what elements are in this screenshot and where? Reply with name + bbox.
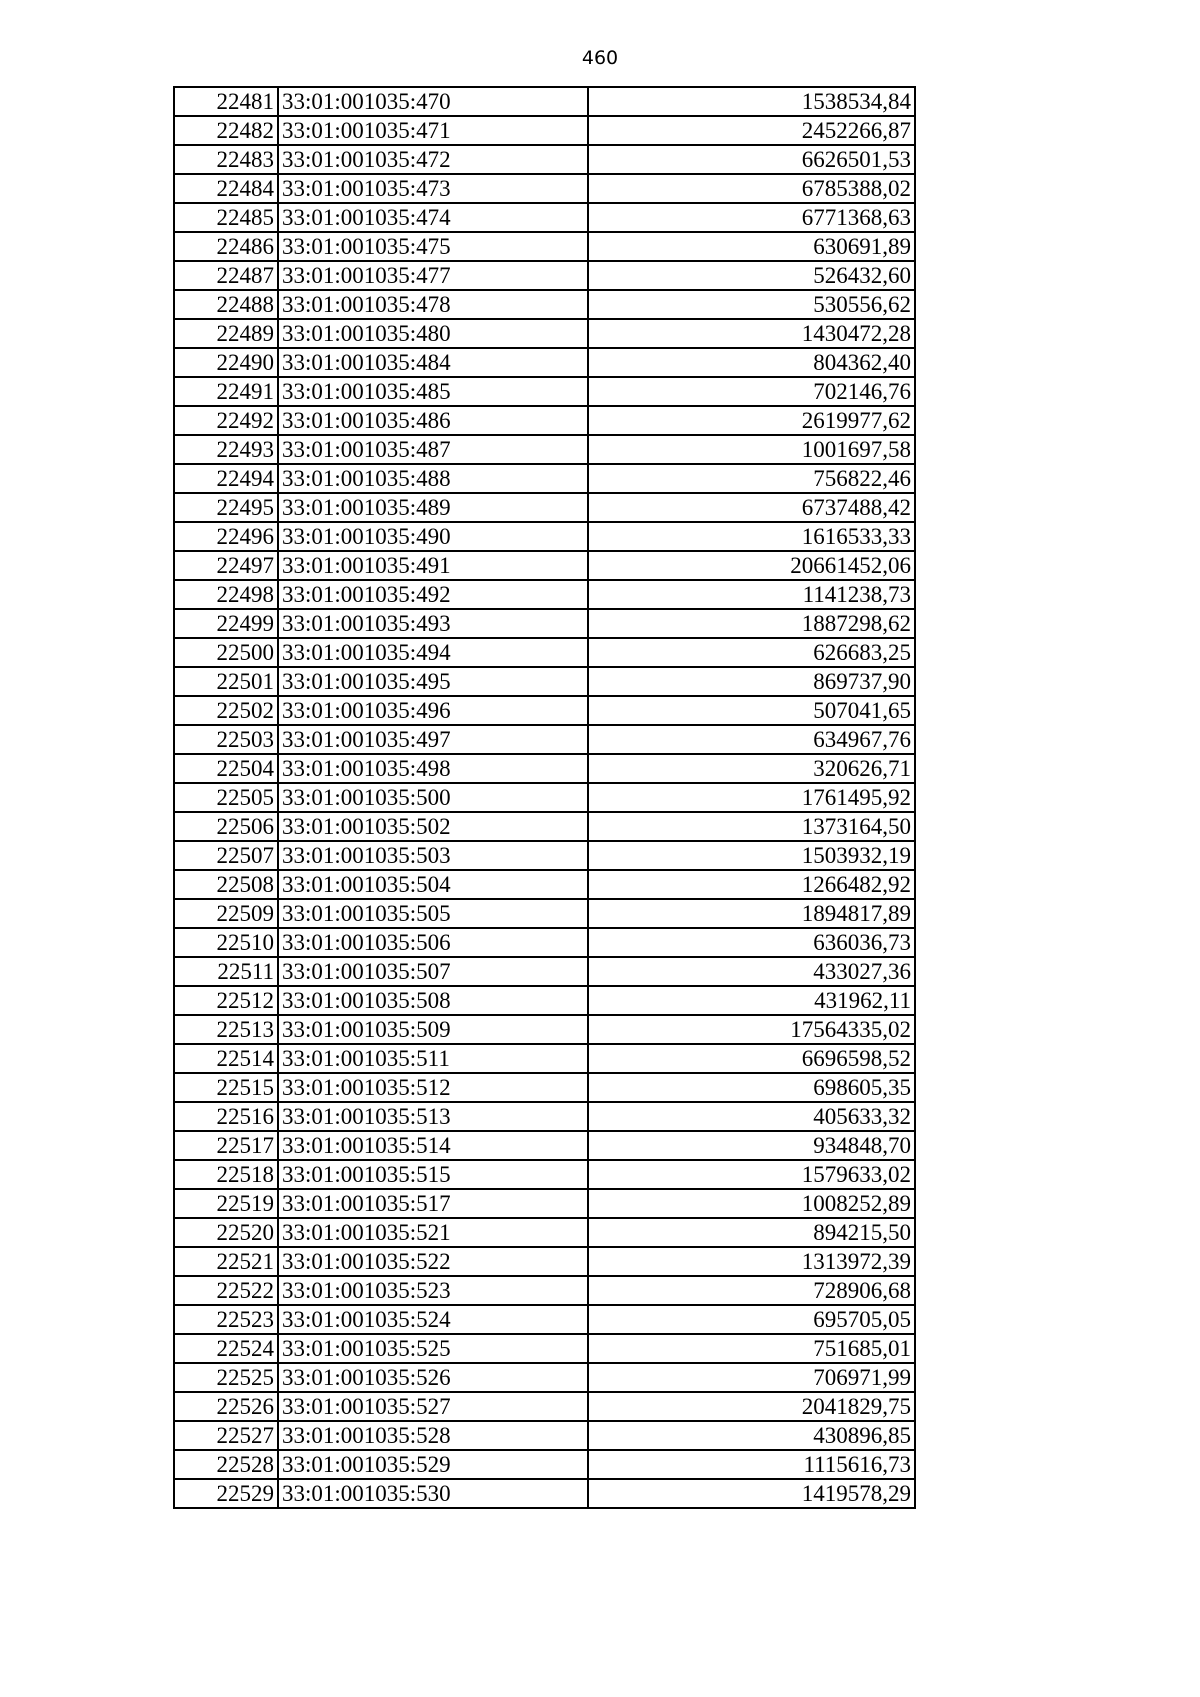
registry-table <box>173 86 916 1509</box>
row-number-cell: 22521 <box>174 1247 278 1276</box>
table-row <box>174 1421 915 1450</box>
row-number-cell: 22516 <box>174 1102 278 1131</box>
table-row <box>174 1189 915 1218</box>
table-row <box>174 754 915 783</box>
table-row <box>174 87 915 116</box>
row-number-cell: 22513 <box>174 1015 278 1044</box>
table-row <box>174 1450 915 1479</box>
table-row <box>174 609 915 638</box>
cadastral-number-cell: 33:01:001035:480 <box>278 319 588 348</box>
row-number-cell: 22529 <box>174 1479 278 1508</box>
row-number-cell: 22523 <box>174 1305 278 1334</box>
row-number-cell: 22507 <box>174 841 278 870</box>
value-cell: 636036,73 <box>588 928 915 957</box>
value-cell: 405633,32 <box>588 1102 915 1131</box>
cadastral-number-cell: 33:01:001035:498 <box>278 754 588 783</box>
table-row <box>174 377 915 406</box>
cadastral-number-cell: 33:01:001035:489 <box>278 493 588 522</box>
cadastral-number-cell: 33:01:001035:517 <box>278 1189 588 1218</box>
table-row <box>174 580 915 609</box>
row-number-cell: 22515 <box>174 1073 278 1102</box>
cadastral-number-cell: 33:01:001035:486 <box>278 406 588 435</box>
value-cell: 869737,90 <box>588 667 915 696</box>
value-cell: 1579633,02 <box>588 1160 915 1189</box>
table-row <box>174 725 915 754</box>
cadastral-number-cell: 33:01:001035:488 <box>278 464 588 493</box>
row-number-cell: 22492 <box>174 406 278 435</box>
table-row <box>174 145 915 174</box>
cadastral-number-cell: 33:01:001035:473 <box>278 174 588 203</box>
cadastral-number-cell: 33:01:001035:477 <box>278 261 588 290</box>
row-number-cell: 22482 <box>174 116 278 145</box>
row-number-cell: 22505 <box>174 783 278 812</box>
value-cell: 1141238,73 <box>588 580 915 609</box>
row-number-cell: 22487 <box>174 261 278 290</box>
cadastral-number-cell: 33:01:001035:472 <box>278 145 588 174</box>
table-row <box>174 290 915 319</box>
row-number-cell: 22496 <box>174 522 278 551</box>
value-cell: 1894817,89 <box>588 899 915 928</box>
row-number-cell: 22517 <box>174 1131 278 1160</box>
value-cell: 1008252,89 <box>588 1189 915 1218</box>
cadastral-number-cell: 33:01:001035:471 <box>278 116 588 145</box>
table-row <box>174 1044 915 1073</box>
table-row <box>174 1131 915 1160</box>
row-number-cell: 22489 <box>174 319 278 348</box>
row-number-cell: 22493 <box>174 435 278 464</box>
table-row <box>174 638 915 667</box>
table-row <box>174 1102 915 1131</box>
value-cell: 1115616,73 <box>588 1450 915 1479</box>
cadastral-number-cell: 33:01:001035:522 <box>278 1247 588 1276</box>
cadastral-number-cell: 33:01:001035:474 <box>278 203 588 232</box>
table-row <box>174 493 915 522</box>
value-cell: 934848,70 <box>588 1131 915 1160</box>
value-cell: 1430472,28 <box>588 319 915 348</box>
row-number-cell: 22497 <box>174 551 278 580</box>
row-number-cell: 22511 <box>174 957 278 986</box>
row-number-cell: 22485 <box>174 203 278 232</box>
page-number: 460 <box>581 47 619 69</box>
cadastral-number-cell: 33:01:001035:513 <box>278 1102 588 1131</box>
row-number-cell: 22510 <box>174 928 278 957</box>
table-row <box>174 464 915 493</box>
row-number-cell: 22524 <box>174 1334 278 1363</box>
table-row <box>174 1218 915 1247</box>
cadastral-number-cell: 33:01:001035:507 <box>278 957 588 986</box>
value-cell: 2619977,62 <box>588 406 915 435</box>
cadastral-number-cell: 33:01:001035:523 <box>278 1276 588 1305</box>
value-cell: 804362,40 <box>588 348 915 377</box>
cadastral-number-cell: 33:01:001035:511 <box>278 1044 588 1073</box>
value-cell: 1313972,39 <box>588 1247 915 1276</box>
row-number-cell: 22501 <box>174 667 278 696</box>
value-cell: 1616533,33 <box>588 522 915 551</box>
cadastral-number-cell: 33:01:001035:496 <box>278 696 588 725</box>
value-cell: 6696598,52 <box>588 1044 915 1073</box>
row-number-cell: 22512 <box>174 986 278 1015</box>
row-number-cell: 22509 <box>174 899 278 928</box>
table-row <box>174 522 915 551</box>
row-number-cell: 22490 <box>174 348 278 377</box>
table-row <box>174 319 915 348</box>
row-number-cell: 22519 <box>174 1189 278 1218</box>
cadastral-number-cell: 33:01:001035:497 <box>278 725 588 754</box>
row-number-cell: 22488 <box>174 290 278 319</box>
row-number-cell: 22522 <box>174 1276 278 1305</box>
row-number-cell: 22526 <box>174 1392 278 1421</box>
table-row <box>174 1392 915 1421</box>
cadastral-number-cell: 33:01:001035:530 <box>278 1479 588 1508</box>
table-row <box>174 1015 915 1044</box>
table-row <box>174 783 915 812</box>
table-row <box>174 232 915 261</box>
value-cell: 702146,76 <box>588 377 915 406</box>
cadastral-number-cell: 33:01:001035:491 <box>278 551 588 580</box>
value-cell: 2452266,87 <box>588 116 915 145</box>
row-number-cell: 22495 <box>174 493 278 522</box>
value-cell: 1001697,58 <box>588 435 915 464</box>
table-row <box>174 986 915 1015</box>
value-cell: 698605,35 <box>588 1073 915 1102</box>
cadastral-number-cell: 33:01:001035:470 <box>278 87 588 116</box>
cadastral-number-cell: 33:01:001035:495 <box>278 667 588 696</box>
value-cell: 20661452,06 <box>588 551 915 580</box>
table-row <box>174 1073 915 1102</box>
cadastral-number-cell: 33:01:001035:500 <box>278 783 588 812</box>
row-number-cell: 22528 <box>174 1450 278 1479</box>
table-row <box>174 551 915 580</box>
row-number-cell: 22498 <box>174 580 278 609</box>
value-cell: 1266482,92 <box>588 870 915 899</box>
row-number-cell: 22508 <box>174 870 278 899</box>
cadastral-number-cell: 33:01:001035:524 <box>278 1305 588 1334</box>
table-row <box>174 812 915 841</box>
table-row <box>174 841 915 870</box>
table-row <box>174 406 915 435</box>
table-row <box>174 667 915 696</box>
row-number-cell: 22527 <box>174 1421 278 1450</box>
value-cell: 6785388,02 <box>588 174 915 203</box>
value-cell: 1761495,92 <box>588 783 915 812</box>
value-cell: 1887298,62 <box>588 609 915 638</box>
value-cell: 626683,25 <box>588 638 915 667</box>
row-number-cell: 22484 <box>174 174 278 203</box>
table-row <box>174 348 915 377</box>
row-number-cell: 22518 <box>174 1160 278 1189</box>
value-cell: 2041829,75 <box>588 1392 915 1421</box>
row-number-cell: 22500 <box>174 638 278 667</box>
value-cell: 751685,01 <box>588 1334 915 1363</box>
value-cell: 320626,71 <box>588 754 915 783</box>
registry-table-body <box>174 87 915 1508</box>
value-cell: 507041,65 <box>588 696 915 725</box>
row-number-cell: 22503 <box>174 725 278 754</box>
cadastral-number-cell: 33:01:001035:521 <box>278 1218 588 1247</box>
cadastral-number-cell: 33:01:001035:512 <box>278 1073 588 1102</box>
value-cell: 1538534,84 <box>588 87 915 116</box>
cadastral-number-cell: 33:01:001035:504 <box>278 870 588 899</box>
cadastral-number-cell: 33:01:001035:478 <box>278 290 588 319</box>
value-cell: 1503932,19 <box>588 841 915 870</box>
value-cell: 431962,11 <box>588 986 915 1015</box>
cadastral-number-cell: 33:01:001035:502 <box>278 812 588 841</box>
value-cell: 1419578,29 <box>588 1479 915 1508</box>
value-cell: 433027,36 <box>588 957 915 986</box>
table-row <box>174 174 915 203</box>
table-row <box>174 1160 915 1189</box>
value-cell: 695705,05 <box>588 1305 915 1334</box>
row-number-cell: 22520 <box>174 1218 278 1247</box>
table-row <box>174 116 915 145</box>
table-row <box>174 1276 915 1305</box>
value-cell: 894215,50 <box>588 1218 915 1247</box>
row-number-cell: 22483 <box>174 145 278 174</box>
cadastral-number-cell: 33:01:001035:526 <box>278 1363 588 1392</box>
row-number-cell: 22499 <box>174 609 278 638</box>
cadastral-number-cell: 33:01:001035:493 <box>278 609 588 638</box>
value-cell: 526432,60 <box>588 261 915 290</box>
row-number-cell: 22494 <box>174 464 278 493</box>
value-cell: 1373164,50 <box>588 812 915 841</box>
table-row <box>174 203 915 232</box>
table-row <box>174 957 915 986</box>
table-row <box>174 1247 915 1276</box>
value-cell: 17564335,02 <box>588 1015 915 1044</box>
row-number-cell: 22481 <box>174 87 278 116</box>
value-cell: 630691,89 <box>588 232 915 261</box>
cadastral-number-cell: 33:01:001035:514 <box>278 1131 588 1160</box>
table-row <box>174 1334 915 1363</box>
value-cell: 6737488,42 <box>588 493 915 522</box>
row-number-cell: 22504 <box>174 754 278 783</box>
table-row <box>174 261 915 290</box>
cadastral-number-cell: 33:01:001035:515 <box>278 1160 588 1189</box>
value-cell: 634967,76 <box>588 725 915 754</box>
row-number-cell: 22486 <box>174 232 278 261</box>
table-row <box>174 696 915 725</box>
cadastral-number-cell: 33:01:001035:490 <box>278 522 588 551</box>
cadastral-number-cell: 33:01:001035:485 <box>278 377 588 406</box>
value-cell: 6626501,53 <box>588 145 915 174</box>
table-row <box>174 1479 915 1508</box>
table-row <box>174 1363 915 1392</box>
cadastral-number-cell: 33:01:001035:505 <box>278 899 588 928</box>
row-number-cell: 22491 <box>174 377 278 406</box>
value-cell: 530556,62 <box>588 290 915 319</box>
value-cell: 756822,46 <box>588 464 915 493</box>
cadastral-number-cell: 33:01:001035:494 <box>278 638 588 667</box>
value-cell: 706971,99 <box>588 1363 915 1392</box>
value-cell: 430896,85 <box>588 1421 915 1450</box>
cadastral-number-cell: 33:01:001035:492 <box>278 580 588 609</box>
cadastral-number-cell: 33:01:001035:529 <box>278 1450 588 1479</box>
table-row <box>174 435 915 464</box>
cadastral-number-cell: 33:01:001035:525 <box>278 1334 588 1363</box>
cadastral-number-cell: 33:01:001035:508 <box>278 986 588 1015</box>
cadastral-number-cell: 33:01:001035:487 <box>278 435 588 464</box>
cadastral-number-cell: 33:01:001035:503 <box>278 841 588 870</box>
table-row <box>174 899 915 928</box>
cadastral-number-cell: 33:01:001035:509 <box>278 1015 588 1044</box>
table-row <box>174 928 915 957</box>
row-number-cell: 22525 <box>174 1363 278 1392</box>
row-number-cell: 22506 <box>174 812 278 841</box>
cadastral-number-cell: 33:01:001035:484 <box>278 348 588 377</box>
cadastral-number-cell: 33:01:001035:528 <box>278 1421 588 1450</box>
cadastral-number-cell: 33:01:001035:475 <box>278 232 588 261</box>
row-number-cell: 22502 <box>174 696 278 725</box>
cadastral-number-cell: 33:01:001035:527 <box>278 1392 588 1421</box>
table-row <box>174 870 915 899</box>
row-number-cell: 22514 <box>174 1044 278 1073</box>
table-row <box>174 1305 915 1334</box>
value-cell: 6771368,63 <box>588 203 915 232</box>
value-cell: 728906,68 <box>588 1276 915 1305</box>
cadastral-number-cell: 33:01:001035:506 <box>278 928 588 957</box>
